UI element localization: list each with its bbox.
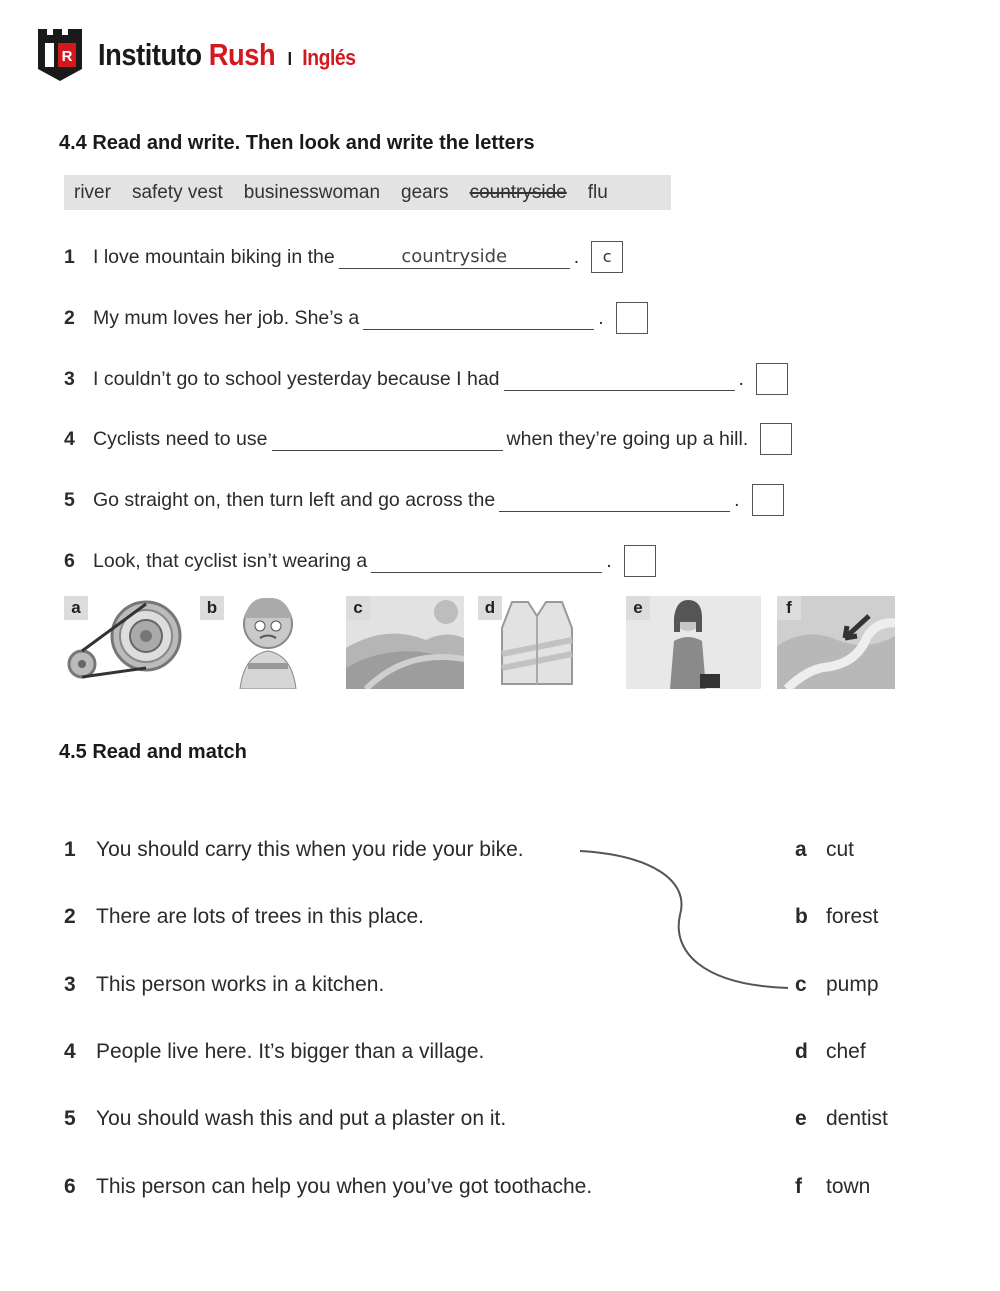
picture-letter: b	[200, 596, 224, 620]
sentence-text: People live here. It’s bigger than a village.	[96, 1040, 485, 1063]
option-word: chef	[826, 1040, 866, 1063]
question-end: .	[734, 488, 740, 511]
option-letter: f	[795, 1175, 802, 1198]
section-45-title: 4.5 Read and match	[59, 741, 247, 763]
question-number: 4	[64, 427, 75, 450]
word-bank-item: gears	[401, 181, 449, 203]
picture-letter: e	[626, 596, 650, 620]
answer-blank[interactable]: countryside	[339, 245, 570, 269]
word-bank-item: businesswoman	[243, 181, 381, 203]
option-word: cut	[826, 838, 855, 861]
picture-letter: c	[346, 596, 370, 620]
question-text: My mum loves her job. She’s a	[93, 306, 360, 329]
question-text: I love mountain biking in the	[93, 245, 335, 268]
option-letter: e	[795, 1107, 807, 1130]
question-text: Look, that cyclist isn’t wearing a	[93, 549, 368, 572]
sentence-text: There are lots of trees in this place.	[96, 905, 424, 928]
question-number: 5	[64, 488, 75, 511]
question-number: 1	[64, 245, 75, 268]
question-text: I couldn’t go to school yesterday because I had	[93, 367, 500, 390]
word-bank-item: safety vest	[131, 181, 223, 203]
sentence-text: You should carry this when you ride your bike.	[96, 838, 524, 861]
question-end: .	[598, 306, 604, 329]
option-word: dentist	[826, 1107, 888, 1130]
picture-letter: f	[777, 596, 801, 620]
question-end: .	[573, 245, 580, 268]
letter-box[interactable]: c	[591, 241, 623, 273]
word-bank-item-used: countryside	[469, 181, 567, 203]
sentence-number: 3	[64, 973, 76, 996]
brand-separator: I	[287, 49, 292, 69]
sentence-number: 1	[64, 838, 76, 861]
sentence-number: 2	[64, 905, 76, 928]
question-number: 3	[64, 367, 75, 390]
sentence-number: 5	[64, 1107, 76, 1130]
sentence-number: 4	[64, 1040, 76, 1063]
question-text: Go straight on, then turn left and go across the	[93, 488, 496, 511]
option-word: town	[826, 1175, 871, 1198]
brand-name: Rush	[208, 37, 276, 72]
option-letter: d	[795, 1040, 808, 1063]
question-number: 2	[64, 306, 75, 329]
option-letter: a	[795, 838, 807, 861]
option-letter: b	[795, 905, 808, 928]
word-bank-item: river	[74, 181, 111, 203]
svg-text:R: R	[61, 48, 73, 65]
picture-letter: a	[64, 596, 88, 620]
option-letter: c	[795, 973, 807, 996]
picture-letter: d	[478, 596, 502, 620]
section-44-title: 4.4 Read and write. Then look and write the letters	[59, 132, 535, 154]
question-end: .	[738, 367, 744, 390]
question-text: Cyclists need to use	[93, 427, 268, 450]
brand-language: Inglés	[302, 45, 356, 70]
sentence-text: You should wash this and put a plaster on it.	[96, 1107, 507, 1130]
brand-prefix: Instituto	[98, 37, 202, 72]
sentence-number: 6	[64, 1175, 76, 1198]
question-number: 6	[64, 549, 75, 572]
word-bank-item: flu	[587, 181, 608, 203]
option-word: pump	[826, 973, 879, 996]
question-end: when they’re going up a hill.	[506, 427, 749, 450]
sentence-text: This person works in a kitchen.	[96, 973, 385, 996]
sentence-text: This person can help you when you’ve got toothache.	[96, 1175, 593, 1198]
question-end: .	[606, 549, 612, 572]
option-word: forest	[826, 905, 879, 928]
